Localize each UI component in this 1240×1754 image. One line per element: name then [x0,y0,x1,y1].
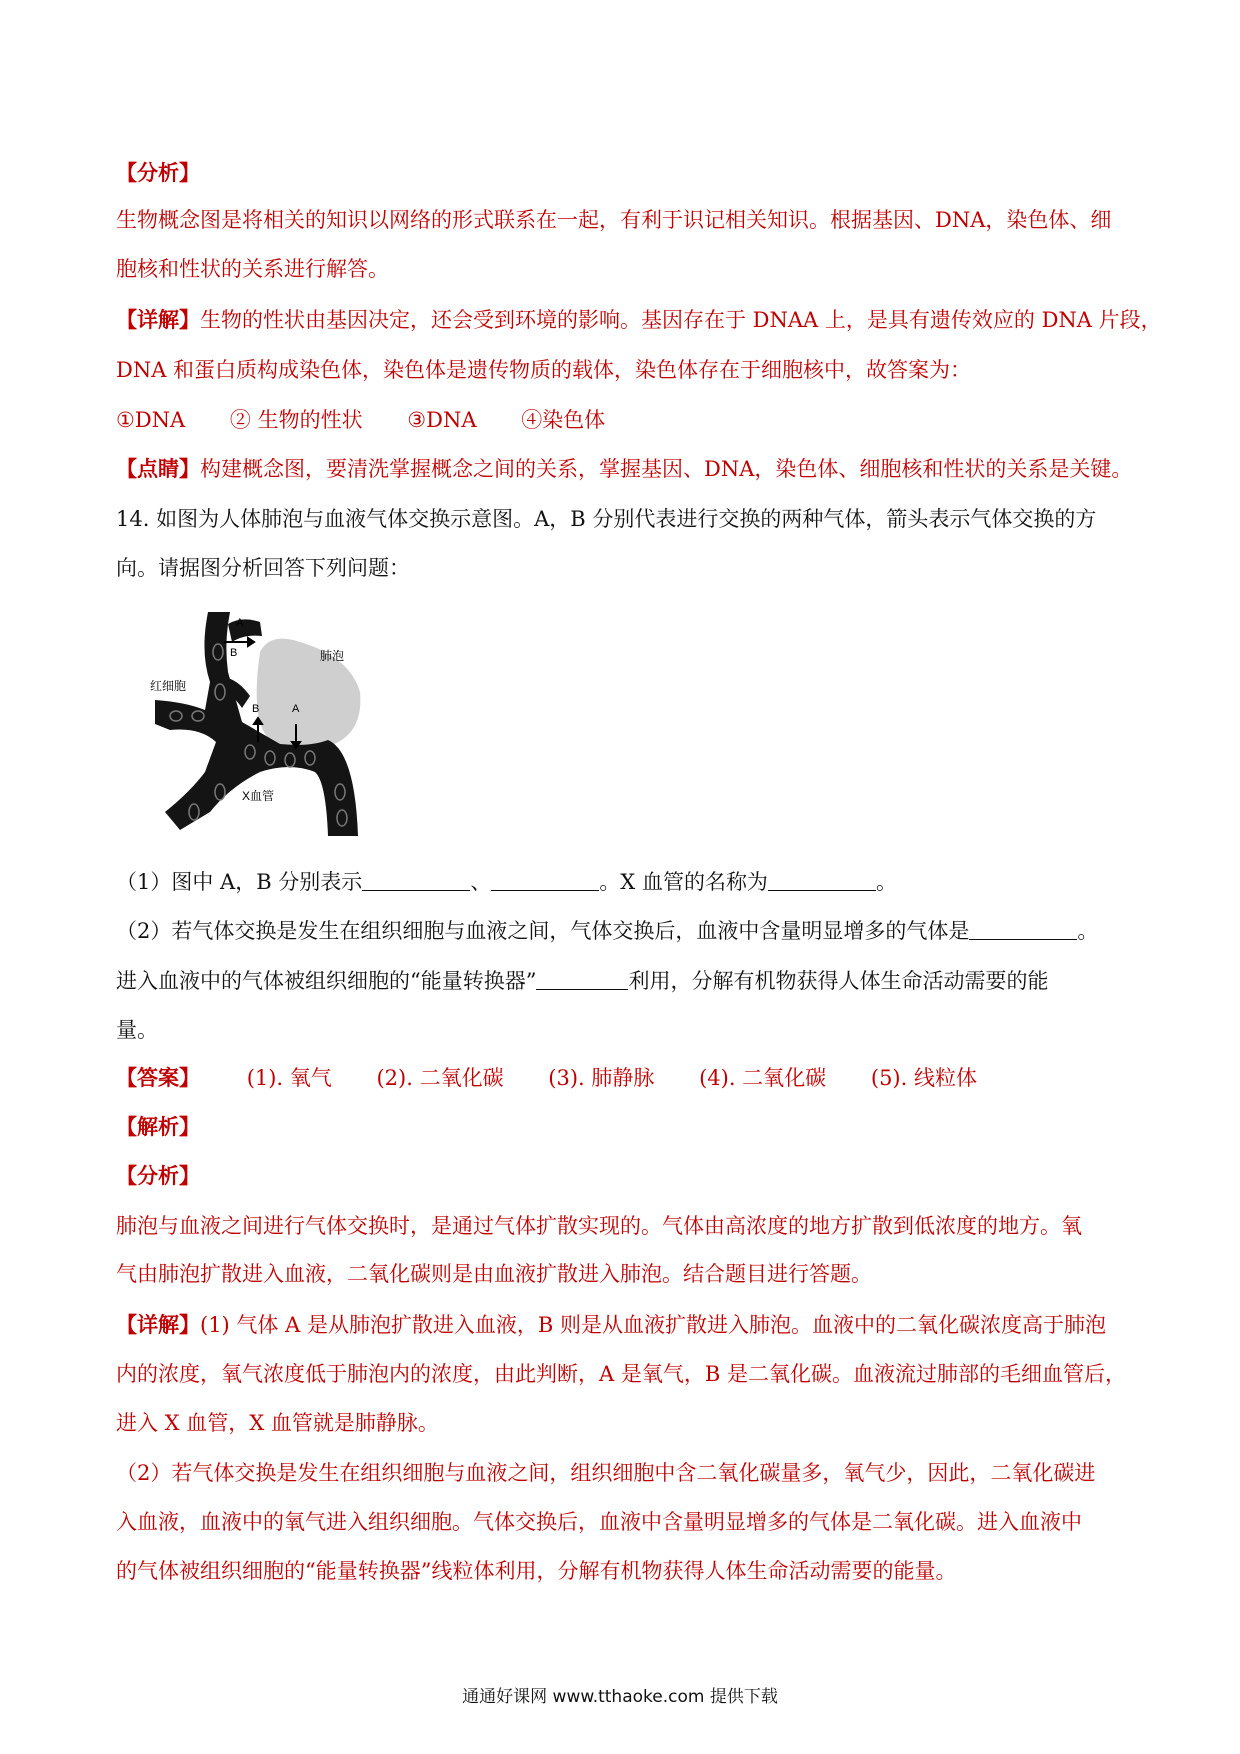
blank-organelle[interactable] [536,969,628,990]
analysis-tag: 【分析】 [116,160,200,185]
detail2-line-3: 进入 X 血管，X 血管就是肺静脉。 [116,1411,439,1435]
label-a-top: A [236,617,244,629]
explain-heading [116,1112,1136,1142]
sub2-line2-suffix: 利用，分解有机物获得人体生命活动需要的能 [628,969,1049,993]
sub2-line2-prefix: 进入血液中的气体被组织细胞的“能量转换器” [116,969,537,993]
analysis2-tag: 【分析】 [116,1163,200,1188]
fill-answer-3: ③DNA [407,408,477,432]
comment-line [116,454,1136,484]
question-14-line-1: 14. 如图为人体肺泡与血液气体交换示意图。A，B 分别代表进行交换的两种气体，箭头表示气体交换的方 [116,507,1097,531]
analysis2-line-1: 肺泡与血液之间进行气体交换时，是通过气体扩散实现的。气体由高浓度的地方扩散到低浓度的地方。氧 [116,1214,1082,1238]
question-14-line-2: 向。请据图分析回答下列问题： [116,556,410,580]
detail2-tag: 【详解】 [116,1312,200,1337]
question-14-sub-2-line-1 [116,916,1136,946]
page-footer: 通通好课网 www.tthaoke.com 提供下载 [462,1687,778,1707]
detail-line-2: DNA 和蛋白质构成染色体，染色体是遗传物质的载体，染色体存在于细胞核中，故答案为： [116,358,972,382]
analysis-line-2: 胞核和性状的关系进行解答。 [116,257,389,281]
detail2-line-2: 内的浓度，氧气浓度低于肺泡内的浓度，由此判断，A 是氧气，B 是二氧化碳。血液流过肺部的毛细血管后， [116,1362,1126,1386]
detail2-text-1: (1) 气体 A 是从肺泡扩散进入血液，B 则是从血液扩散进入肺泡。血液中的二氧化碳浓度高于肺泡 [200,1313,1107,1337]
sub2-end: 。 [1077,919,1099,943]
blank-x-vessel[interactable] [768,870,876,891]
blank-b[interactable] [491,870,599,891]
fill-answer-4: ④染色体 [521,408,606,432]
sub1-separator: 、 [470,870,492,894]
answer-item-5: (5). 线粒体 [870,1066,977,1090]
detail-line-1 [116,305,1162,335]
fill-answer-2: ② 生物的性状 [229,408,363,432]
label-alveolus: 肺泡 [320,649,345,663]
fill-answer-1: ①DNA [116,408,186,432]
detail2-line-1 [116,1310,1136,1340]
sub2-prefix: （2）若气体交换是发生在组织细胞与血液之间，气体交换后，血液中含量明显增多的气体是 [116,919,970,943]
explain-tag: 【解析】 [116,1114,200,1139]
detail2-line-6: 的气体被组织细胞的“能量转换器”线粒体利用，分解有机物获得人体生命活动需要的能量。 [116,1559,957,1583]
detail-tag: 【详解】 [116,307,200,332]
label-red-blood-cell: 红细胞 [150,679,187,693]
answer-item-1: (1). 氧气 [246,1066,332,1090]
question-14-sub-2-line-3: 量。 [116,1018,158,1042]
analysis-heading [116,158,1136,188]
alveolus-blood-figure [150,612,368,836]
detail-text-1: 生物的性状由基因决定，还会受到环境的影响。基因存在于 DNAA 上，是具有遗传效应的 DNA 片段， [200,308,1162,332]
analysis2-line-2: 气由肺泡扩散进入血液，二氧化碳则是由血液扩散进入肺泡。结合题目进行答题。 [116,1262,872,1286]
blank-a[interactable] [362,870,470,891]
label-b-top: B [230,647,238,659]
detail2-line-4: （2）若气体交换是发生在组织细胞与血液之间，组织细胞中含二氧化碳量多，氧气少，因此，二氧化碳进 [116,1461,1096,1485]
blank-gas[interactable] [969,919,1077,940]
answer-tag: 【答案】 [116,1065,200,1090]
answer-item-4: (4). 二氧化碳 [699,1066,827,1090]
comment-tag: 【点睛】 [116,456,200,481]
question-14-sub-1 [116,867,1136,897]
sub1-mid: 。X 血管的名称为 [599,870,768,894]
label-b-mid: B [252,703,260,715]
answer-item-2: (2). 二氧化碳 [376,1066,504,1090]
sub1-prefix: （1）图中 A，B 分别表示 [116,870,363,894]
answer-line [116,1063,1136,1093]
detail2-line-5: 入血液，血液中的氧气进入组织细胞。气体交换后，血液中含量明显增多的气体是二氧化碳。进入血液中 [116,1510,1082,1534]
alveolus-shape [257,639,361,749]
analysis-line-1: 生物概念图是将相关的知识以网络的形式联系在一起，有利于识记相关知识。根据基因、DNA，染色体、细 [116,208,1112,232]
question-14-sub-2-line-2 [116,966,1136,996]
sub1-end: 。 [875,870,897,894]
analysis2-heading [116,1161,1136,1191]
answer-item-3: (3). 肺静脉 [548,1066,655,1090]
label-a-mid: A [292,703,300,715]
label-x-vessel: X血管 [242,789,275,803]
comment-text: 构建概念图，要清洗掌握概念之间的关系，掌握基因、DNA，染色体、细胞核和性状的关系是关键。 [200,457,1133,481]
detail-answers [116,405,1136,435]
